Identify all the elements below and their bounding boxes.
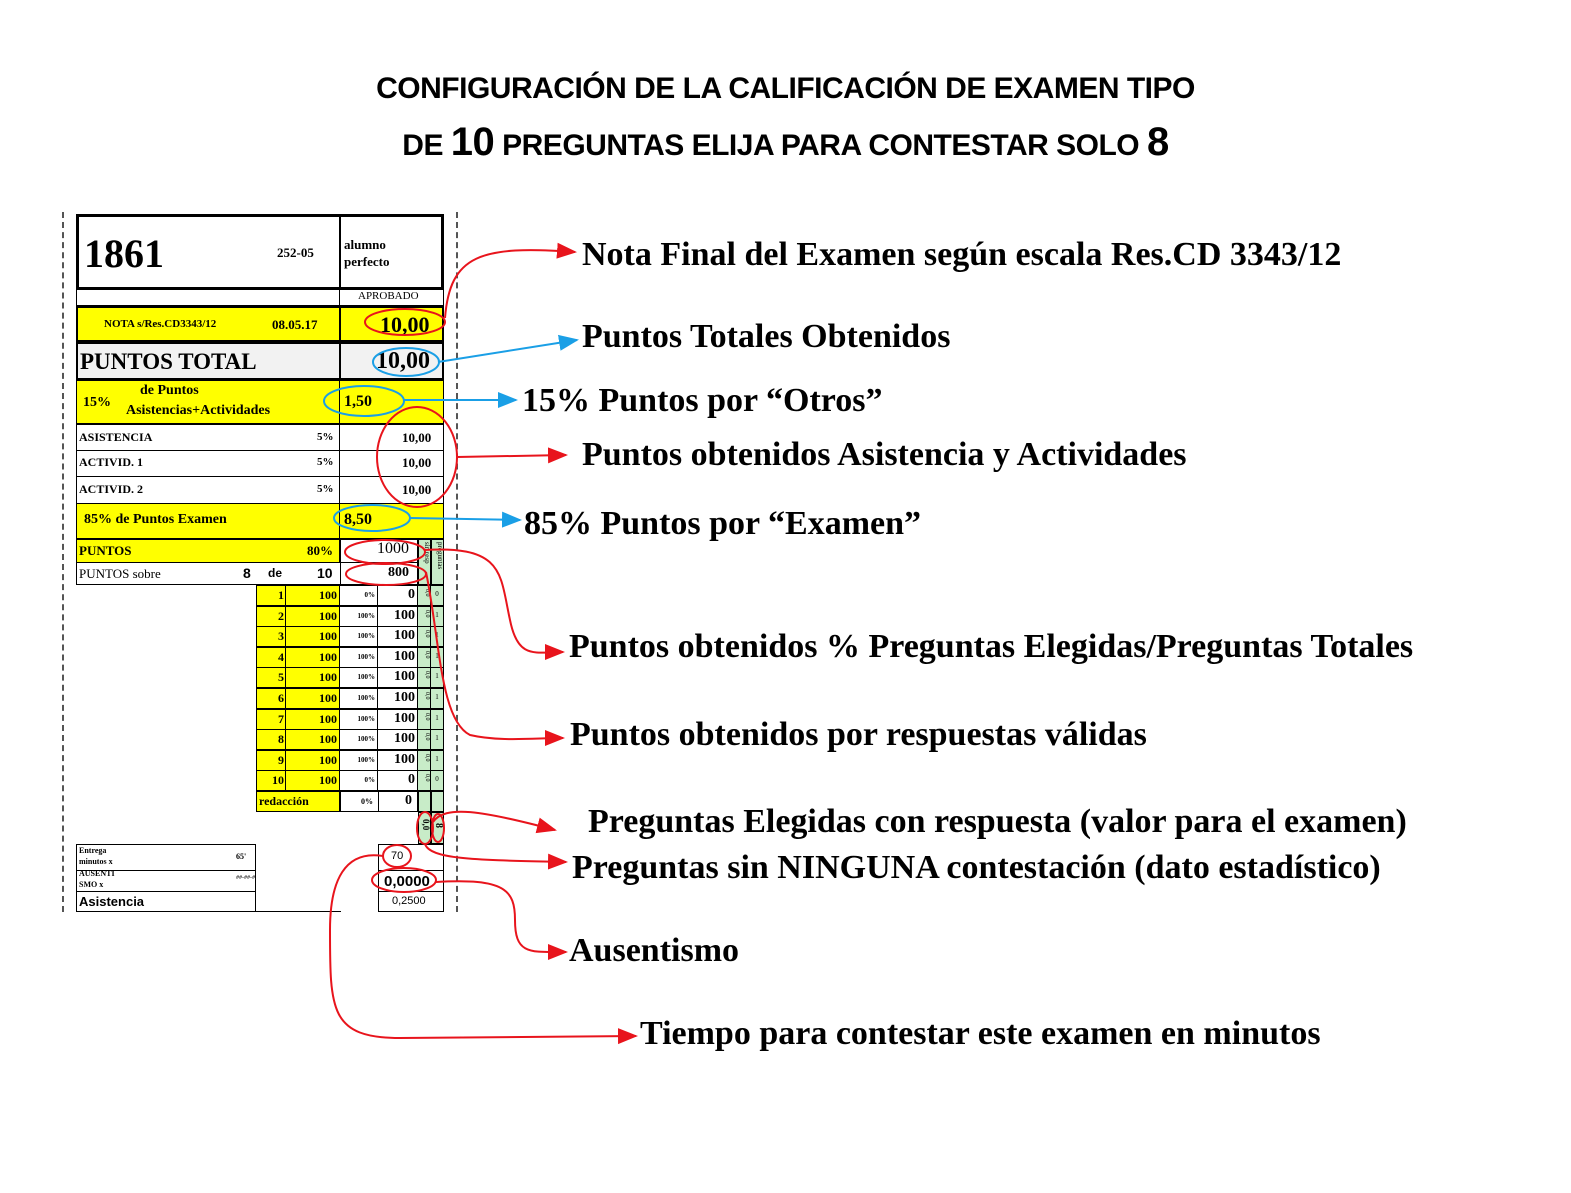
annotation-tiempo: Tiempo para contestar este examen en minutos [640,1015,1321,1052]
question-elegida: 1 [435,631,439,640]
puntos-label: PUNTOS [79,543,132,558]
ellipse-ausent [372,868,436,892]
ellipse-nota [365,309,445,335]
annotation-examen: 85% Puntos por “Examen” [524,505,922,542]
arrow-pct-elegidas [424,549,563,652]
ellipse-exam [334,505,410,531]
question-points: 100 [319,732,337,747]
question-number: 3 [278,629,284,644]
question-points: 100 [319,588,337,602]
arrow-sin-resp [425,844,566,862]
puntos-value: 1000 [377,540,409,557]
col-header-sin-resp: sin resp [418,539,431,585]
question-elegida: 1 [435,693,439,701]
activity-pct: 5% [317,431,334,443]
activity-pct: 5% [317,456,334,469]
ellipse-sobre [346,563,426,585]
question-sin-resp: 0,0 [424,753,430,762]
ausent-mid: ##-##-# [236,875,255,881]
question-score: 100 [394,710,415,726]
question-elegida: 1 [435,754,439,763]
entrega-minutes: 65' [236,852,247,861]
arrow-exam [410,518,520,520]
exam-label: 85% de Puntos Examen [84,512,227,527]
question-pct: 100% [357,652,375,661]
question-number: 8 [278,732,284,747]
question-elegida: 1 [435,651,439,660]
otros-value: 1,50 [344,393,372,410]
sum-preguntas: 8 [431,812,444,844]
question-pct: 100% [357,632,375,641]
annotation-puntos-totales: Puntos Totales Obtenidos [582,318,951,355]
sum-sin-resp: 0,0 [418,812,431,844]
annotation-otros: 15% Puntos por “Otros” [522,382,883,419]
question-points: 100 [319,649,337,664]
question-points: 100 [319,752,337,767]
question-number: 10 [272,773,284,788]
annotation-pct-elegidas: Puntos obtenidos % Preguntas Elegidas/Preguntas Totales [569,628,1414,665]
sobre-label: PUNTOS sobre [79,566,161,581]
annotation-sin-contestacion: Preguntas sin NINGUNA contestación (dato estadístico) [572,849,1381,886]
asistencia-label: Asistencia [79,894,145,909]
nota-value: 10,00 [380,312,430,337]
question-elegida: 1 [435,734,439,743]
sobre-n: 8 [243,565,251,581]
question-pct: 0% [364,776,375,785]
question-score: 100 [394,648,415,664]
ausent-value: 0,0000 [384,873,430,890]
question-number: 4 [278,649,284,664]
arrow-ausentismo [436,881,566,952]
activity-label: ACTIVID. 2 [79,481,144,496]
arrow-respuestas [426,572,563,739]
redaccion-pct: 0% [361,797,373,806]
ellipse-activities [377,407,457,507]
question-points: 100 [319,670,337,685]
entrega-label-1: Entrega [79,846,107,855]
question-pct: 100% [357,714,375,723]
ausent-label-1: AUSENTI [79,869,115,878]
activity-value: 10,00 [402,430,432,445]
question-points: 100 [319,773,337,788]
status-badge: APROBADO [358,290,419,302]
question-sin-resp: 0,0 [424,589,430,597]
question-sin-resp: 0,0 [424,733,430,741]
arrow-activities [457,455,566,457]
total-value: 10,00 [376,348,430,374]
question-number: 2 [278,608,284,623]
ellipse-total [373,348,439,376]
activity-label: ASISTENCIA [79,430,153,444]
otros-label-1: de Puntos [140,383,199,398]
question-score: 100 [394,669,415,685]
page-title-line-1: CONFIGURACIÓN DE LA CALIFICACIÓN DE EXAMEN TIPO [376,72,1195,105]
question-points: 100 [319,711,337,726]
total-label: PUNTOS TOTAL [80,349,257,374]
question-sin-resp: 0,0 [424,609,430,618]
question-sin-resp: 0,0 [424,774,430,782]
question-score: 100 [394,628,415,644]
question-sin-resp: 0,0 [424,630,430,638]
question-elegida: 1 [435,610,439,619]
entrega-label-2: minutos x [79,857,113,866]
arrow-total [438,340,577,362]
ellipse-puntos [345,540,425,564]
question-number: 6 [278,691,284,705]
question-sin-resp: 0,0 [424,650,430,659]
redaccion-label: redacción [259,794,309,808]
arrow-nota [445,250,575,318]
annotation-asistencia-actividades: Puntos obtenidos Asistencia y Actividades [582,436,1187,473]
activity-value: 10,00 [402,481,432,497]
ausent-label-2: SMO x [79,880,104,889]
asistencia-value: 0,2500 [392,895,426,907]
question-score: 100 [394,731,415,747]
question-score: 0 [408,772,415,788]
entrega-value: 70 [391,850,404,862]
question-number: 5 [278,670,284,685]
activity-label: ACTIVID. 1 [79,455,144,470]
sobre-de: de [268,566,283,580]
question-pct: 0% [364,591,375,599]
question-points: 100 [319,691,337,705]
question-pct: 100% [357,735,375,744]
question-score: 100 [394,607,415,623]
annotation-respuestas-validas: Puntos obtenidos por respuestas válidas [570,716,1147,753]
activity-pct: 5% [317,482,334,495]
question-score: 100 [394,751,415,767]
question-elegida: 1 [435,713,439,722]
exam-value: 8,50 [344,511,372,528]
col-header-preguntas: preguntas [431,539,444,585]
question-score: 0 [408,587,415,602]
question-score: 100 [394,690,415,705]
question-number: 9 [278,752,284,767]
exam-code: 252-05 [277,245,314,260]
annotation-ausentismo: Ausentismo [569,932,740,969]
question-number: 7 [278,711,284,726]
exam-date: 08.05.17 [272,317,318,332]
question-elegida: 0 [435,775,439,784]
exam-id: 1861 [84,231,164,276]
sobre-value: 800 [388,565,409,580]
question-pct: 100% [357,755,375,764]
question-elegida: 0 [435,590,439,598]
puntos-pct: 80% [307,543,333,558]
annotation-preguntas-elegidas: Preguntas Elegidas con respuesta (valor para el examen) [588,803,1407,840]
activity-value: 10,00 [402,455,432,471]
ellipse-otros [324,386,404,416]
ellipse-g1 [417,812,433,844]
question-number: 1 [278,588,284,602]
question-sin-resp: 0,0 [424,692,430,700]
question-pct: 100% [357,673,375,682]
question-pct: 100% [357,611,375,620]
question-points: 100 [319,629,337,644]
question-points: 100 [319,608,337,623]
page-title-line-2: DE 10 PREGUNTAS ELIJA PARA CONTESTAR SOLO 8 [402,120,1169,164]
annotation-nota-final: Nota Final del Examen según escala Res.CD 3343/12 [582,236,1342,273]
question-sin-resp: 0,0 [424,712,430,721]
arrow-elegidas [433,812,555,830]
student-name: alumno perfecto [344,237,390,269]
question-elegida: 1 [435,672,439,681]
otros-label-2: Asistencias+Actividades [126,403,271,418]
ellipse-entrega [383,845,411,867]
redaccion-score: 0 [405,793,412,808]
otros-pct: 15% [83,395,111,410]
question-sin-resp: 0,0 [424,671,430,679]
question-pct: 100% [357,694,375,702]
sobre-total: 10 [317,565,333,581]
nota-label: NOTA s/Res.CD3343/12 [104,318,217,330]
